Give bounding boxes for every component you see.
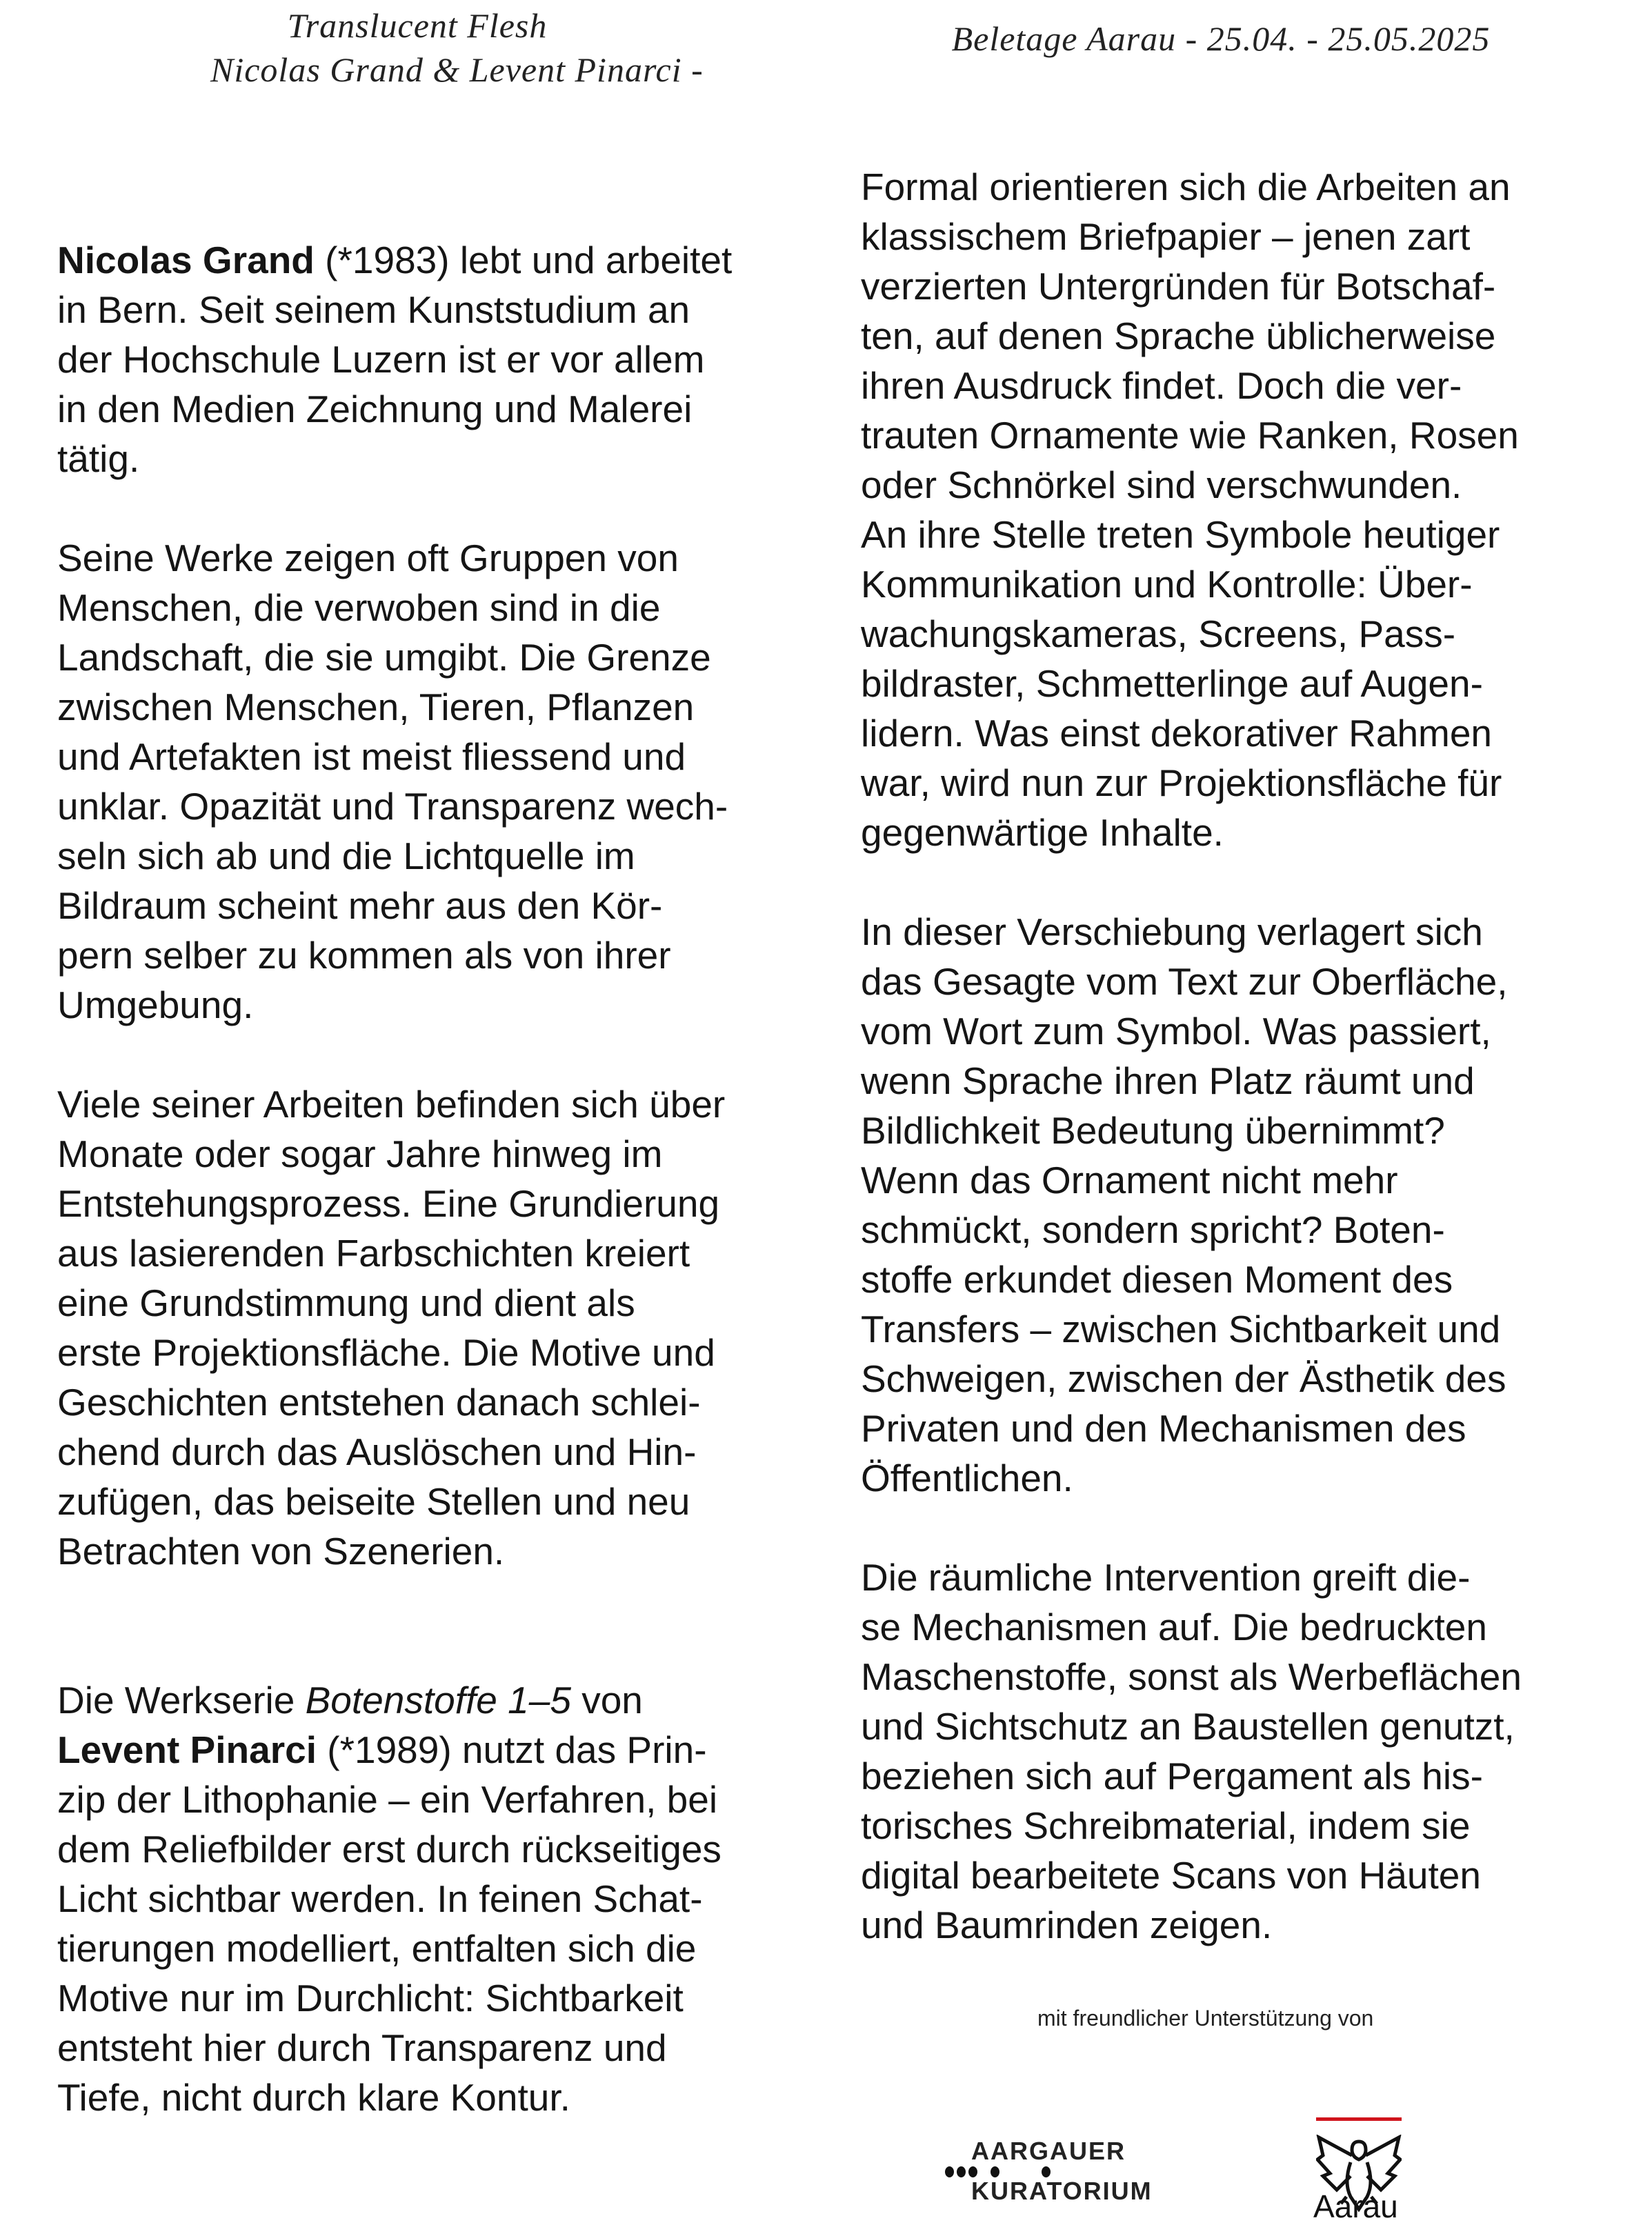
text-line: Maschenstoffe, sonst als Werbeflächen <box>861 1655 1522 1698</box>
text-line: Die räumliche Intervention greift die- <box>861 1556 1471 1599</box>
text-line: An ihre Stelle treten Symbole heutiger <box>861 513 1500 556</box>
text-line: verzierten Untergründen für Botschaf- <box>861 265 1496 308</box>
text-line: beziehen sich auf Pergament als his- <box>861 1755 1483 1797</box>
text-line: zip der Lithophanie – ein Verfahren, bei <box>57 1778 718 1821</box>
text-line <box>57 235 732 285</box>
text-line: Wenn das Ornament nicht mehr <box>861 1159 1398 1201</box>
text-line: Menschen, die verwoben sind in die <box>57 586 661 629</box>
paragraph <box>57 235 732 483</box>
text-segment: von <box>570 1679 643 1722</box>
text-line <box>57 1725 732 1775</box>
text-line: wachungskameras, Screens, Pass- <box>861 612 1456 655</box>
text-line: und Artefakten ist meist fliessend und <box>57 735 686 778</box>
text-line: se Mechanismen auf. Die bedruckten <box>861 1606 1487 1648</box>
text-line: eine Grundstimmung und dient als <box>57 1281 635 1324</box>
logo-dot <box>945 2166 954 2177</box>
text-line: erste Projektionsfläche. Die Motive und <box>57 1331 715 1374</box>
text-line: Bildraum scheint mehr aus den Kör- <box>57 884 663 927</box>
logo-aarau-text: Aarau <box>1313 2188 1398 2224</box>
logo-dot <box>968 2166 977 2177</box>
text-segment: Die Werkserie <box>57 1679 306 1722</box>
left-text-column <box>57 235 732 2172</box>
text-line: Öffentlichen. <box>861 1457 1073 1499</box>
text-line: ihren Ausdruck findet. Doch die ver- <box>861 364 1462 407</box>
text-line: Monate oder sogar Jahre hinweg im <box>57 1133 663 1175</box>
paragraph <box>861 162 1522 857</box>
text-line: Transfers – zwischen Sichtbarkeit und <box>861 1308 1501 1350</box>
text-line: stoffe erkundet diesen Moment des <box>861 1258 1453 1301</box>
artist-name: Levent Pinarci <box>57 1728 317 1771</box>
exhibition-header-left <box>210 3 704 92</box>
logo-kuratorium-line1: AARGAUER <box>971 2137 1126 2165</box>
text-line: schmückt, sondern spricht? Boten- <box>861 1208 1445 1251</box>
text-line: seln sich ab und die Lichtquelle im <box>57 835 635 877</box>
text-line: pern selber zu kommen als von ihrer <box>57 934 671 977</box>
right-text-column <box>861 162 1522 1999</box>
logo-dot <box>957 2166 966 2177</box>
text-line: Tiefe, nicht durch klare Kontur. <box>57 2076 570 2119</box>
text-line: trauten Ornamente wie Ranken, Rosen <box>861 414 1519 457</box>
text-line: Bildlichkeit Bedeutung übernimmt? <box>861 1109 1445 1152</box>
aargauer-kuratorium-logo <box>938 2138 1159 2207</box>
text-line: Licht sichtbar werden. In feinen Schat- <box>57 1877 703 1920</box>
artist-name: Nicolas Grand <box>57 239 315 281</box>
artist-names: Nicolas Grand & Levent Pinarci - <box>210 50 704 89</box>
text-line: entsteht hier durch Transparenz und <box>57 2026 667 2069</box>
work-title: Botenstoffe 1–5 <box>305 1679 571 1722</box>
support-note: mit freundlicher Unterstützung von <box>1037 2006 1374 2031</box>
text-line: zwischen Menschen, Tieren, Pflanzen <box>57 686 695 728</box>
text-line: tätig. <box>57 437 140 480</box>
text-segment: (*1983) lebt und arbeitet <box>314 239 733 281</box>
text-segment: (*1989) nutzt das Prin- <box>316 1728 707 1771</box>
text-line: Motive nur im Durchlicht: Sichtbarkeit <box>57 1977 684 2019</box>
text-line: Geschichten entstehen danach schlei- <box>57 1381 701 1424</box>
text-line: lidern. Was einst dekorativer Rahmen <box>861 712 1493 755</box>
text-line: wenn Sprache ihren Platz räumt und <box>861 1059 1475 1102</box>
text-line: Viele seiner Arbeiten befinden sich über <box>57 1083 726 1126</box>
text-line: Landschaft, die sie umgibt. Die Grenze <box>57 636 711 679</box>
paragraph <box>861 1553 1522 1950</box>
text-line: gegenwärtige Inhalte. <box>861 811 1224 854</box>
venue-dates-text: Beletage Aarau - 25.04. - 25.05.2025 <box>951 19 1491 58</box>
text-line: zufügen, das beiseite Stellen und neu <box>57 1480 690 1523</box>
text-line: Privaten und den Mechanismen des <box>861 1407 1466 1450</box>
text-line: dem Reliefbilder erst durch rückseitiges <box>57 1828 721 1870</box>
text-line: Kommunikation und Kontrolle: Über- <box>861 563 1473 606</box>
text-line: Betrachten von Szenerien. <box>57 1530 505 1573</box>
logo-dot <box>1042 2166 1051 2177</box>
logo-red-bar <box>1316 2117 1402 2121</box>
text-line <box>57 1675 732 1725</box>
paragraph <box>57 1079 732 1576</box>
text-line: tierungen modelliert, entfalten sich die <box>57 1927 697 1970</box>
exhibition-title: Translucent Flesh <box>287 6 548 45</box>
text-line: und Sichtschutz an Baustellen genutzt, <box>861 1705 1515 1748</box>
text-line: oder Schnörkel sind verschwunden. <box>861 463 1462 506</box>
text-line: unklar. Opazität und Transparenz wech- <box>57 785 728 828</box>
paragraph <box>57 1675 732 2122</box>
text-line: chend durch das Auslöschen und Hin- <box>57 1430 697 1473</box>
text-line: das Gesagte vom Text zur Oberfläche, <box>861 960 1508 1003</box>
text-line: Schweigen, zwischen der Ästhetik des <box>861 1357 1506 1400</box>
text-line: torisches Schreibmaterial, indem sie <box>861 1804 1471 1847</box>
text-line: der Hochschule Luzern ist er vor allem <box>57 338 705 381</box>
text-line: Umgebung. <box>57 984 254 1026</box>
text-line: war, wird nun zur Projektionsfläche für <box>861 761 1502 804</box>
text-line: In dieser Verschiebung verlagert sich <box>861 910 1483 953</box>
text-line: bildraster, Schmetterlinge auf Augen- <box>861 662 1483 705</box>
text-line: klassischem Briefpapier – jenen zart <box>861 215 1471 258</box>
logo-kuratorium-line2: KURATORIUM <box>971 2177 1153 2205</box>
text-line: ten, auf denen Sprache üblicherweise <box>861 315 1496 357</box>
text-line: digital bearbeitete Scans von Häuten <box>861 1854 1481 1897</box>
paragraph <box>861 907 1522 1503</box>
text-line: Formal orientieren sich die Arbeiten an <box>861 166 1511 208</box>
text-line: in den Medien Zeichnung und Malerei <box>57 388 693 430</box>
logo-dot <box>991 2166 999 2177</box>
text-line: vom Wort zum Symbol. Was passiert, <box>861 1010 1491 1052</box>
text-line: aus lasierenden Farbschichten kreiert <box>57 1232 690 1275</box>
text-line: und Baumrinden zeigen. <box>861 1904 1273 1946</box>
venue-dates <box>917 17 1524 61</box>
text-line: in Bern. Seit seinem Kunststudium an <box>57 288 690 331</box>
text-line: Entstehungsprozess. Eine Grundierung <box>57 1182 720 1225</box>
text-line: Seine Werke zeigen oft Gruppen von <box>57 537 679 579</box>
aarau-logo <box>1311 2097 1407 2224</box>
paragraph <box>57 533 732 1030</box>
